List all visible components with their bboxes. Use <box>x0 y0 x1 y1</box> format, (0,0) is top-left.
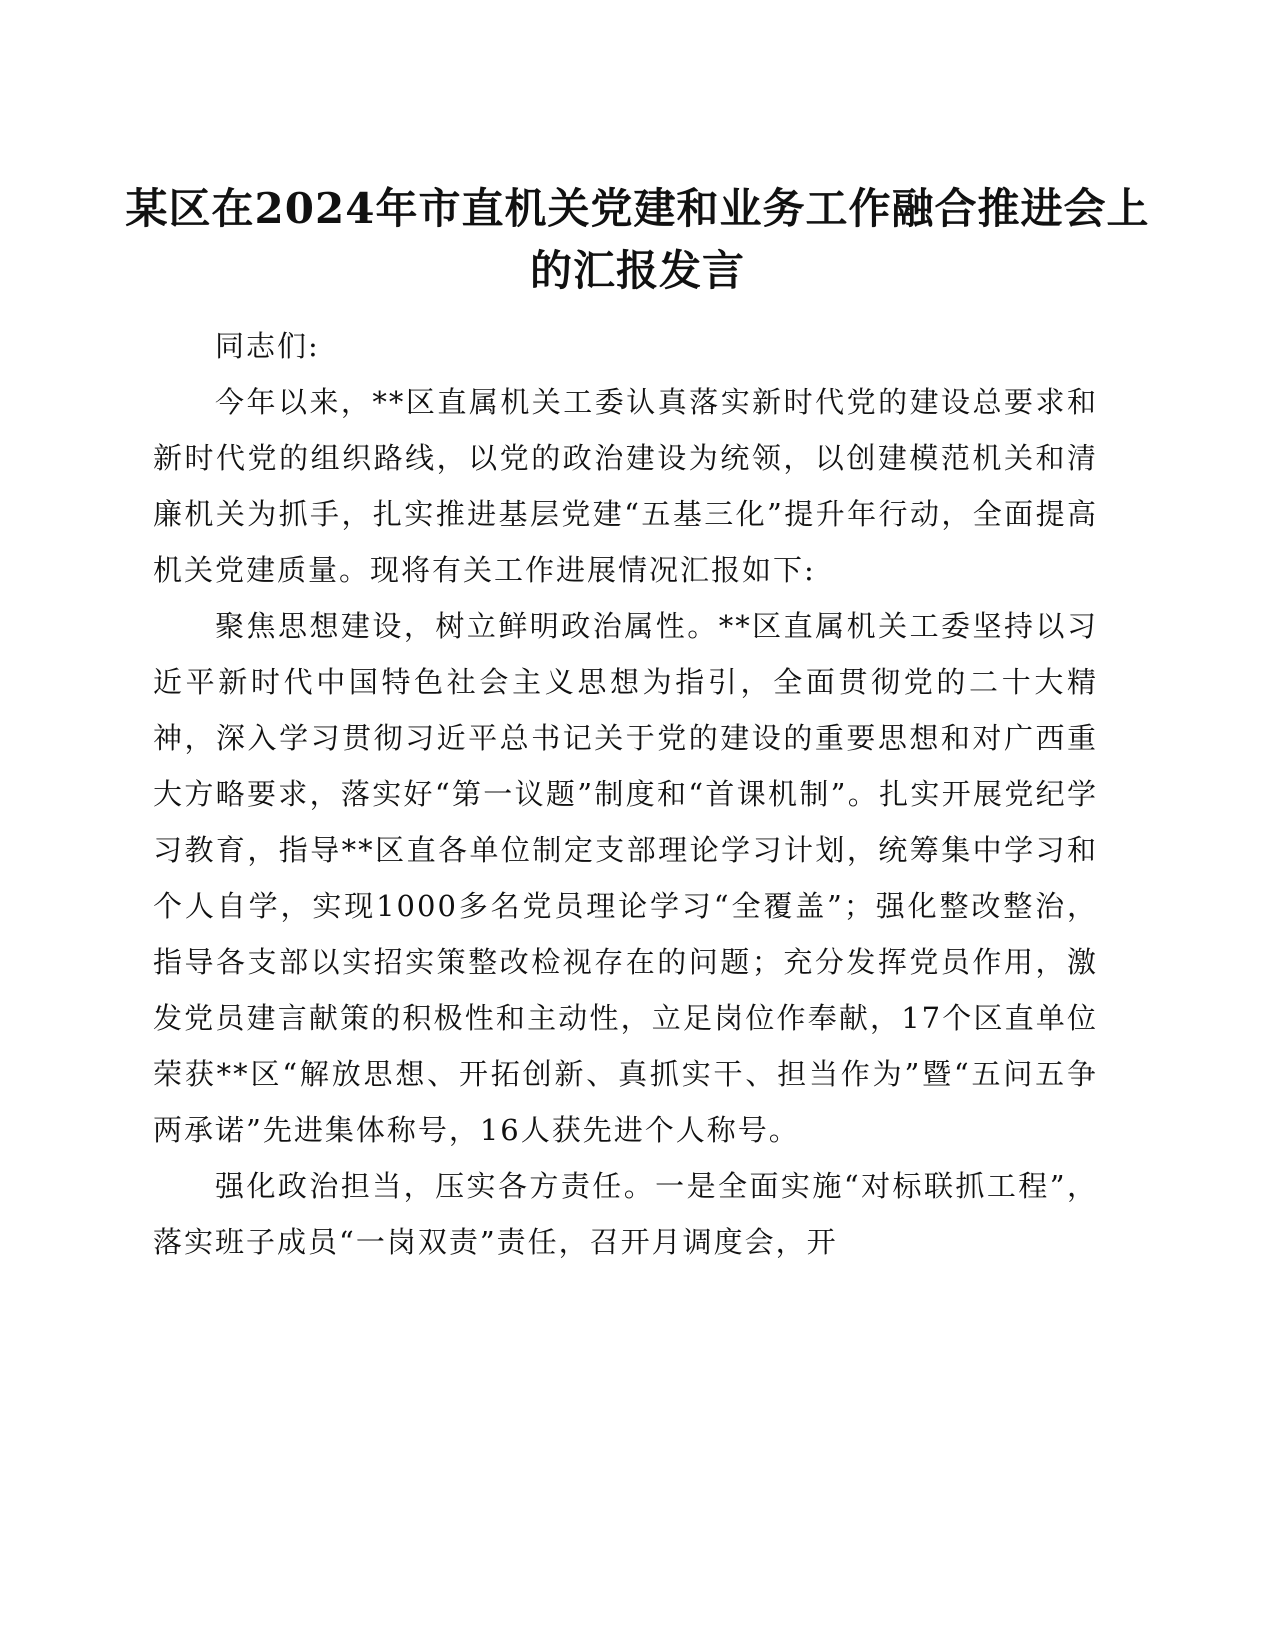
greeting: 同志们: <box>215 329 320 363</box>
paragraph-responsibility: 强化政治担当，压实各方责任。一是全面实施“对标联抓工程”，落实班子成员“一岗双责”责任，召开月调度会，开 <box>153 1169 1098 1259</box>
document-title: 某区在2024年市直机关党建和业务工作融合推进会上的汇报发言 <box>125 184 1150 295</box>
paragraph-ideology: 聚焦思想建设，树立鲜明政治属性。**区直属机关工委坚持以习近平新时代中国特色社会主义思想为指引，全面贯彻党的二十大精神，深入学习贯彻习近平总书记关于党的建设的重要思想和对广西重大方略要求，落实好“第一议题”制度和“首课机制”。扎实开展党纪学习教育，指导**区直各单位制定支部理论学习计划，统筹集中学习和个人自学，实现1000多名党员理论学习“全覆盖”；强化整改整治，指导各支部以实招实策整改检视存在的问题；充分发挥党员作用，激发党员建言献策的积极性和主动性，立足岗位作奉献，17个区直单位荣获**区“解放思想、开拓创新、真抓实干、担当作为”暨“五问五争两承诺”先进集体称号，16人获先进个人称号。 <box>153 609 1098 1147</box>
document-body <box>153 318 1098 1270</box>
paragraph-intro: 今年以来，**区直属机关工委认真落实新时代党的建设总要求和新时代党的组织路线，以党的政治建设为统领，以创建模范机关和清廉机关为抓手，扎实推进基层党建“五基三化”提升年行动，全面提高机关党建质量。现将有关工作进展情况汇报如下: <box>153 385 1098 587</box>
